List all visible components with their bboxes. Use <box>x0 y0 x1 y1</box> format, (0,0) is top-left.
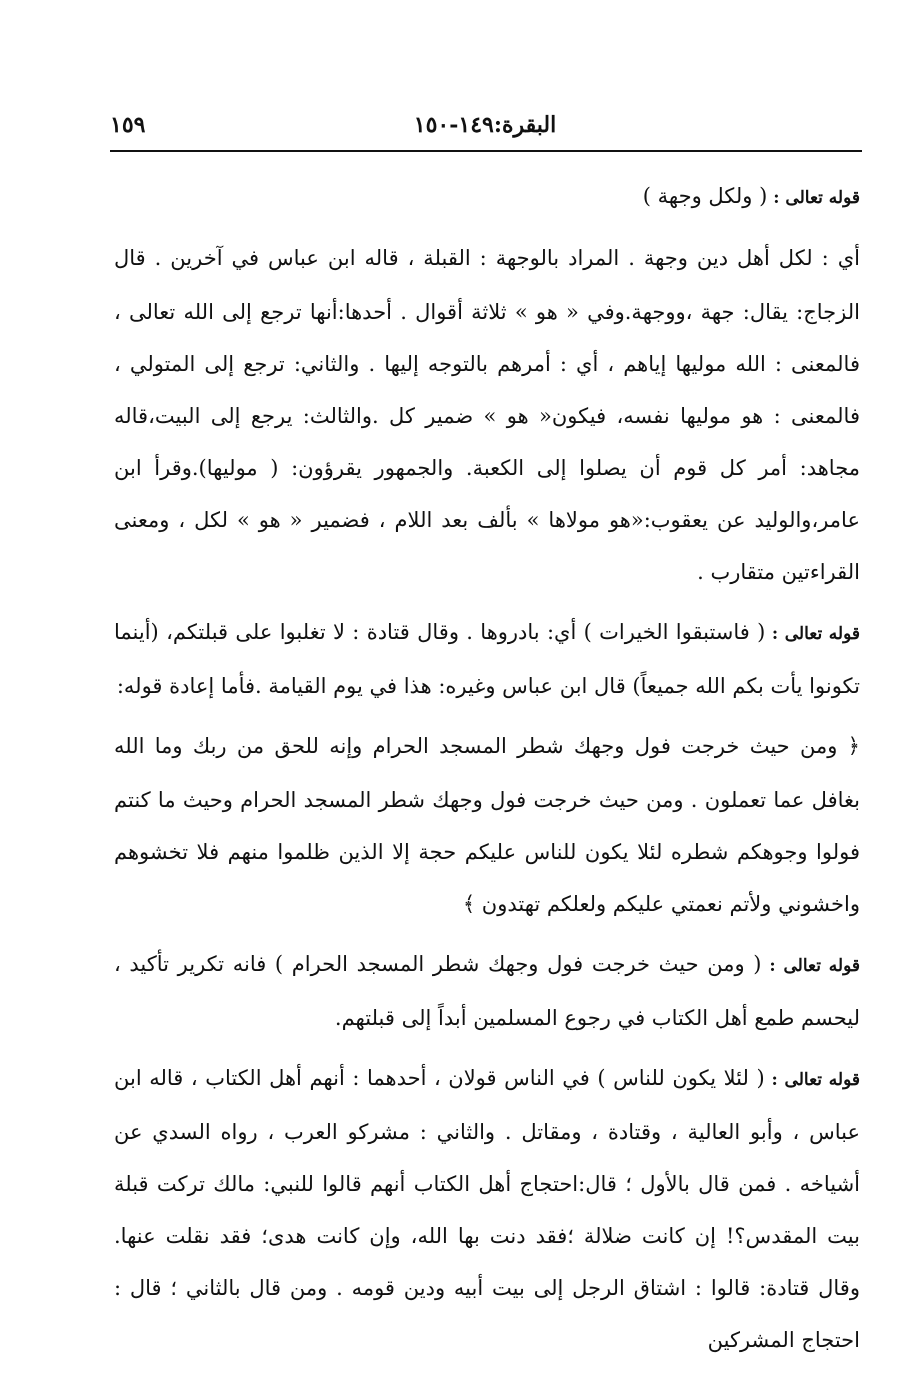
body-text <box>114 170 860 1374</box>
paragraph-text: ( ولكل وجهة ) <box>642 184 768 208</box>
paragraph-lead: قوله تعالى : <box>764 1070 860 1090</box>
paragraph <box>114 606 860 712</box>
paragraph-text: أي : لكل أهل دين وجهة . المراد بالوجهة : القبلة ، قاله ابن عباس في آخرين . قال الزجاج: يقال: جهة ،ووجهة.وفي « هو » ثلاثة أقوال . أحدها:أنها ترجع إلى الله تعالى ، فالمعنى : الله موليها إياهم ، أي : أمرهم بالتوجه إليها . والثاني: ترجع إلى المتولي ، فالمعنى : هو موليها نفسه، فيكون« هو » ضمير كل .والثالث: يرجع إلى البيت،قاله مجاهد: أمر كل قوم أن يصلوا إلى الكعبة. والجمهور يقرؤون: ( موليها).وقرأ ابن عامر،والوليد عن يعقوب:«هو مولاها » بألف بعد اللام ، فضمير « هو » لكل ، ومعنى القراءتين متقارب . <box>114 246 860 584</box>
paragraph-text: ( فاستبقوا الخيرات ) أي: بادروها . وقال قتادة : لا تغلبوا على قبلتكم، (أينما تكونوا يأت بكم الله جميعاً) قال ابن عباس وغيره: هذا في يوم القيامة .فأما إعادة قوله: <box>114 620 860 698</box>
paragraph <box>114 1052 860 1366</box>
page-number: ١٥٩ <box>110 112 146 138</box>
paragraph-text: ( لئلا يكون للناس ) في الناس قولان ، أحدهما : أنهم أهل الكتاب ، قاله ابن عباس ، وأبو العالية ، وقتادة ، ومقاتل . والثاني : مشركو العرب ، رواه السدي عن أشياخه . فمن قال بالأول ؛ قال:احتجاج أهل الكتاب أنهم قالوا للنبي: مالك تركت قبلة بيت المقدس؟! إن كانت ضلالة ؛فقد دنت بها الله، وإن كانت هدى؛ فقد نقلت عنها. وقال قتادة: قالوا : اشتاق الرجل إلى بيت أبيه ودين قومه . ومن قال بالثاني ؛ قال : احتجاج المشركين <box>114 1066 860 1352</box>
paragraph-text: ﴿ ومن حيث خرجت فول وجهك شطر المسجد الحرام وإنه للحق من ربك وما الله بغافل عما تعملون . ومن حيث خرجت فول وجهك شطر المسجد الحرام وحيث ما كنتم فولوا وجوهكم شطره لئلا يكون للناس عليكم حجة إلا الذين ظلموا منهم فلا تخشوهم واخشوني ولأتم نعمتي عليكم ولعلكم تهتدون ﴾ <box>114 734 860 916</box>
paragraph <box>114 232 860 598</box>
running-header <box>110 112 860 146</box>
paragraph <box>114 938 860 1044</box>
quran-quote <box>114 720 860 930</box>
header-rule <box>110 150 862 152</box>
header-title: البقرة:١٤٩-١٥٠ <box>413 112 557 138</box>
paragraph-lead: قوله تعالى : <box>761 956 861 976</box>
paragraph-text: ( ومن حيث خرجت فول وجهك شطر المسجد الحرام ) فانه تكرير تأكيد ، ليحسم طمع أهل الكتاب في رجوع المسلمين أبداً إلى قبلتهم. <box>114 952 860 1030</box>
paragraph-lead: قوله تعالى : <box>767 188 860 208</box>
paragraph-lead: قوله تعالى : <box>765 624 860 644</box>
paragraph <box>114 170 860 224</box>
